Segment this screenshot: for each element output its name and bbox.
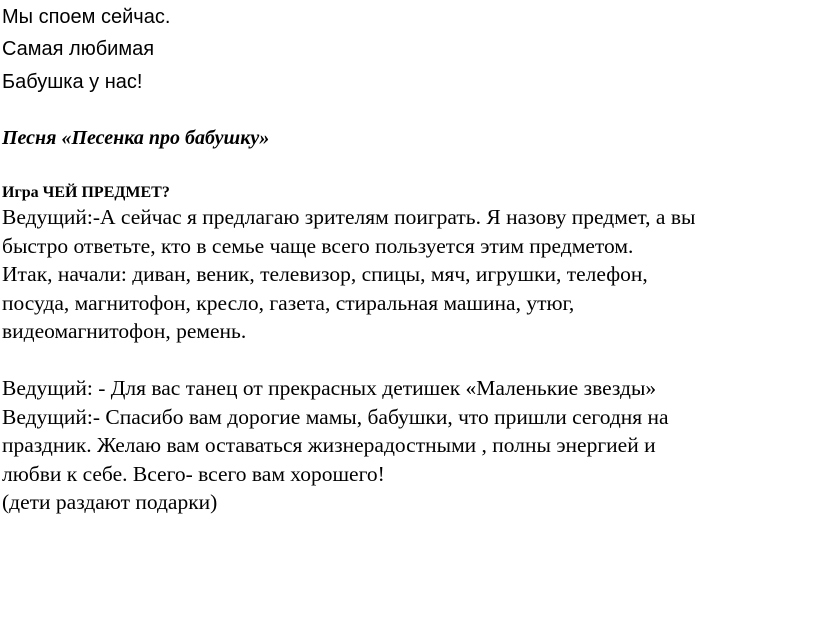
game-line-4: посуда, магнитофон, кресло, газета, стиральная машина, утюг, xyxy=(2,291,575,315)
closing-line-2: Ведущий:- Спасибо вам дорогие мамы, бабушки, что пришли сегодня на xyxy=(2,405,669,429)
closing-line-1: Ведущий: - Для вас танец от прекрасных детишек «Маленькие звезды» xyxy=(2,376,657,400)
game-line-1: Ведущий:-А сейчас я предлагаю зрителям поиграть. Я назову предмет, а вы xyxy=(2,205,696,229)
poem-line-1: Мы споем сейчас. xyxy=(2,6,171,28)
poem-line-2: Самая любимая xyxy=(2,38,155,60)
poem-line-3: Бабушка у нас! xyxy=(2,71,143,93)
game-line-5: видеомагнитофон, ремень. xyxy=(2,319,247,343)
game-line-2: быстро ответьте, кто в семье чаще всего пользуется этим предметом. xyxy=(2,234,634,258)
closing-line-5: (дети раздают подарки) xyxy=(2,490,218,514)
game-title: Игра ЧЕЙ ПРЕДМЕТ? xyxy=(2,184,170,201)
closing-line-4: любви к себе. Всего- всего вам хорошего! xyxy=(2,462,385,486)
song-title: Песня «Песенка про бабушку» xyxy=(2,127,270,149)
closing-line-3: праздник. Желаю вам оставаться жизнерадостными , полны энергией и xyxy=(2,433,656,457)
game-line-3: Итак, начали: диван, веник, телевизор, спицы, мяч, игрушки, телефон, xyxy=(2,262,648,286)
